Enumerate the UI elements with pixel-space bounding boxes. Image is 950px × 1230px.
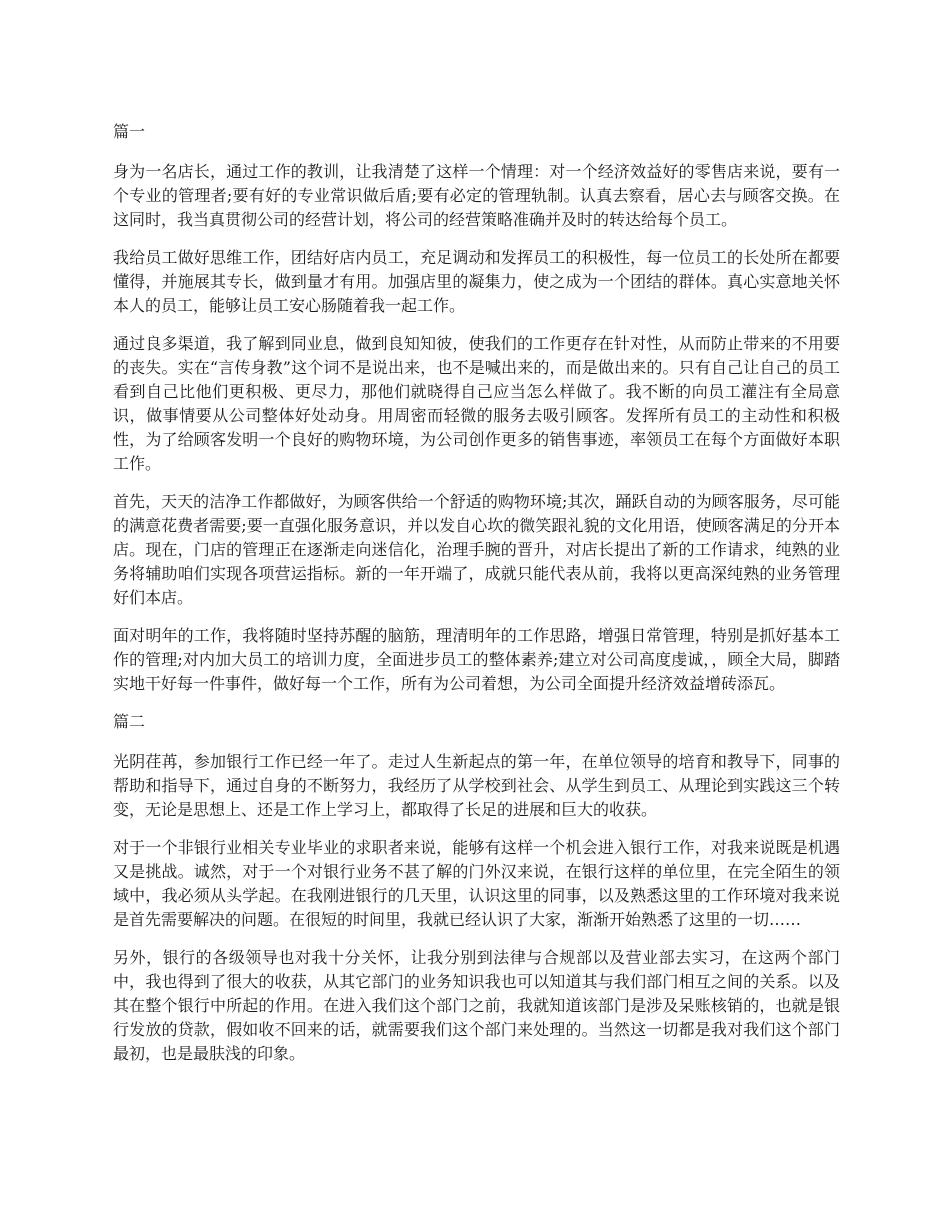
section-heading: 篇二 (113, 712, 146, 731)
document-page (113, 120, 840, 1080)
paragraph: 身为一名店长，通过工作的教训，让我清楚了这样一个情理：对一个经济效益好的零售店来说，要有一个专业的管理者;要有好的专业常识做后盾;要有必定的管理轨制。认真去察看，居心去与顾客交换。在这同时，我当真贯彻公司的经营计划，将公司的经营策略准确并及时的转达给每个员工。 (113, 162, 840, 229)
section-1 (113, 120, 840, 696)
section-2 (113, 710, 840, 1066)
section-heading: 篇一 (113, 122, 146, 141)
paragraph: 首先，天天的洁净工作都做好，为顾客供给一个舒适的购物环境;其次，踊跃自动的为顾客服务，尽可能的满意花费者需要;要一直强化服务意识，并以发自心坎的微笑跟礼貌的文化用语，使顾客满足的分开本店。现在，门店的管理正在逐渐走向迷信化，治理手腕的晋升，对店长提出了新的工作请求，纯熟的业务将辅助咱们实现各项营运指标。新的一年开端了，成就只能代表从前，我将以更高深纯熟的业务管理好们本店。 (113, 492, 840, 607)
paragraph: 另外，银行的各级领导也对我十分关怀，让我分别到法律与合规部以及营业部去实习，在这两个部门中，我也得到了很大的收获，从其它部门的业务知识我也可以知道其与我们部门相互之间的关系。以及其在整个银行中所起的作用。在进入我们这个部门之前，我就知道该部门是涉及呆账核销的，也就是银行发放的贷款，假如收不回来的话，就需要我们这个部门来处理的。当然这一切都是我对我们这个部门最初，也是最肤浅的印象。 (113, 948, 840, 1063)
paragraph: 对于一个非银行业相关专业毕业的求职者来说，能够有这样一个机会进入银行工作，对我来说既是机遇又是挑战。诚然，对于一个对银行业务不甚了解的门外汉来说，在银行这样的单位里，在完全陌生的领域中，我必须从头学起。在我刚进银行的几天里，认识这里的同事，以及熟悉这里的工作环境对我来说是首先需要解决的问题。在很短的时间里，我就已经认识了大家，渐渐开始熟悉了这里的一切…… (113, 838, 840, 929)
paragraph: 通过良多渠道，我了解到同业息，做到良知知彼，使我们的工作更存在针对性，从而防止带来的不用要的丧失。实在“言传身教”这个词不是说出来，也不是喊出来的，而是做出来的。只有自己让自己的员工看到自己比他们更积极、更尽力，那他们就晓得自己应当怎么样做了。我不断的向员工灌注有全局意识，做事情要从公司整体好处动身。用周密而轻微的服务去吸引顾客。发挥所有员工的主动性和积极性，为了给顾客发明一个良好的购物环境，为公司创作更多的销售事迹，率领员工在每个方面做好本职工作。 (113, 334, 840, 473)
paragraph: 光阴荏苒，参加银行工作已经一年了。走过人生新起点的第一年，在单位领导的培育和教导下，同事的帮助和指导下，通过自身的不断努力，我经历了从学校到社会、从学生到员工、从理论到实践这三个转变，无论是思想上、还是工作上学习上，都取得了长足的进展和巨大的收获。 (113, 752, 840, 819)
paragraph: 面对明年的工作，我将随时坚持苏醒的脑筋，理清明年的工作思路，增强日常管理，特别是抓好基本工作的管理;对内加大员工的培训力度，全面进步员工的整体素养;建立对公司高度虔诚，，顾全大局，脚踏实地干好每一件事件，做好每一个工作，所有为公司着想，为公司全面提升经济效益增砖添瓦。 (113, 626, 840, 693)
paragraph: 我给员工做好思维工作，团结好店内员工，充足调动和发挥员工的积极性，每一位员工的长处所在都要懂得，并施展其专长，做到量才有用。加强店里的凝集力，使之成为一个团结的群体。真心实意地关怀本人的员工，能够让员工安心肠随着我一起工作。 (113, 248, 840, 315)
